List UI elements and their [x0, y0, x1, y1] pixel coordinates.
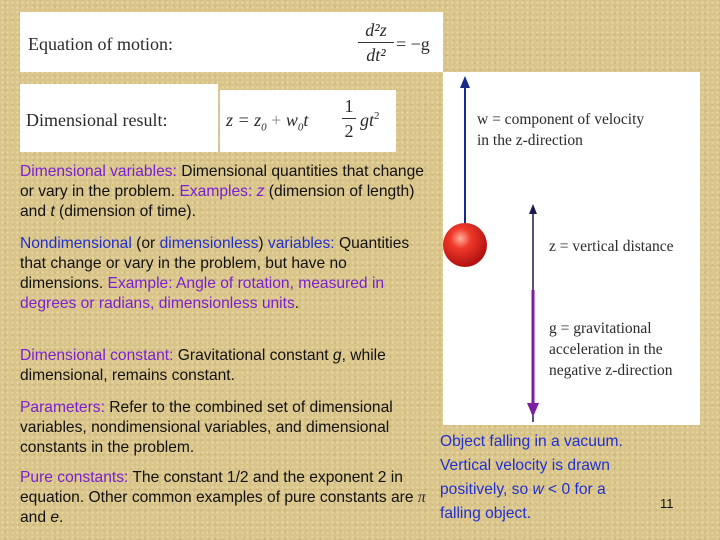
velocity-label: w = component of velocity in the z-direction: [477, 111, 645, 149]
equation-of-motion-box: [20, 12, 443, 72]
falling-object-figure: [443, 72, 700, 425]
dimensional-constant-paragraph: Dimensional constant: Gravitational constant g, while dimensional, remains constant.: [20, 347, 386, 384]
gt-squared: $gt^2$: [360, 110, 380, 130]
nondimensional-variables-paragraph: Nondimensional (or dimensionless) variables: Quantities that change or vary in the problem, but have no dimensions. Example: Angle of rotation, measured in degrees or radians, dimensionless units.: [20, 235, 410, 312]
pure-constants-paragraph: Pure constants: The constant 1/2 and the exponent 2 in equation. Other common examples of pure constants are π and e.: [20, 469, 426, 526]
derivative-fraction: [358, 20, 394, 65]
parameters-paragraph: Parameters: Refer to the combined set of dimensional variables, nondimensional variables, and dimensional constants in the problem.: [20, 399, 393, 456]
derivative-numerator: d²z: [365, 20, 387, 40]
half-fraction: 1 2: [342, 96, 356, 141]
dimensional-result-equation-box: [220, 90, 396, 152]
figure-caption: Object falling in a vacuum. Vertical velocity is drawn positively, so w < 0 for a falling object.: [440, 433, 623, 522]
vertical-distance-label: z = vertical distance: [549, 238, 674, 255]
derivative-denominator: dt²: [366, 45, 386, 65]
vertical-distance-arrowhead-icon: [529, 204, 537, 214]
dimensional-result-label-box: [20, 84, 218, 152]
equation-of-motion-label: Equation of motion:: [28, 34, 173, 54]
gravity-arrowhead-icon: [527, 403, 539, 417]
dimensional-result-label: Dimensional result:: [26, 110, 168, 130]
page-number: 11: [660, 496, 674, 511]
gravity-label: g = gravitational acceleration in the negative z-direction: [549, 320, 673, 379]
dimensional-variables-paragraph: Dimensional variables: Dimensional quantities that change or vary in the problem. Examples: z (dimension of length) and t (dimension of time).: [20, 163, 424, 220]
dimensional-result-equation: $z = z_0 + w_0t$: [226, 110, 309, 134]
equation-rhs: = −g: [396, 34, 430, 54]
falling-ball: [443, 223, 487, 267]
velocity-arrowhead-icon: [460, 76, 470, 88]
